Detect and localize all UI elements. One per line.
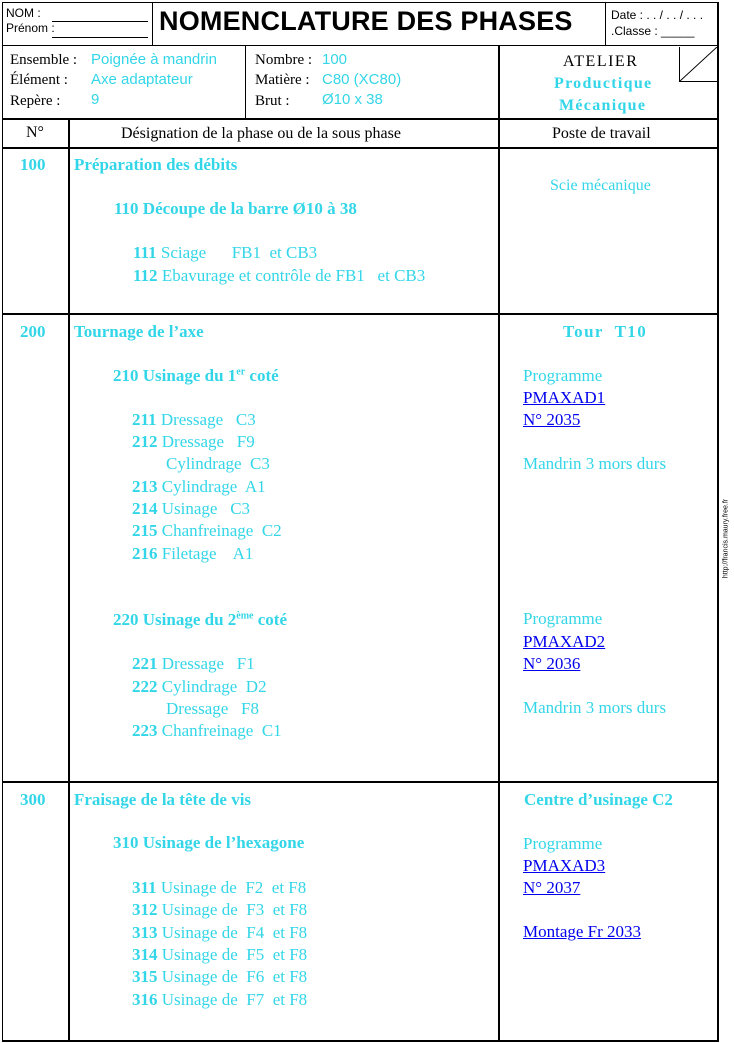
matiere-value: C80 (XC80) [322, 71, 402, 88]
element-label: Élément : [10, 72, 68, 88]
program-3-link[interactable]: PMAXAD3 [523, 856, 606, 875]
prenom-label: Prénom : [6, 21, 55, 35]
op-316-text: Usinage de F7 et F8 [161, 990, 308, 1009]
element-value: Axe adaptateur [91, 71, 193, 88]
op-212 [132, 432, 255, 452]
op-221 [132, 654, 255, 674]
atelier-line1: Productique [554, 75, 653, 92]
op-215-text: Chanfreinage C2 [161, 521, 282, 540]
op-311 [132, 878, 306, 898]
subphase-210 [113, 366, 279, 386]
op-316 [132, 990, 307, 1010]
phase-200-poste: Tour T10 [563, 322, 648, 341]
op-212-text: Dressage F9 [161, 432, 255, 451]
atelier-title: ATELIER [563, 53, 639, 70]
phase-200-title: Tournage de l’axe [74, 322, 204, 341]
subphase-210-sup: er [236, 366, 246, 378]
op-213-num: 213 [132, 477, 158, 496]
mandrin-2: Mandrin 3 mors durs [523, 698, 667, 717]
op-314-text: Usinage de F5 et F8 [161, 945, 308, 964]
subphase-110: 110 Découpe de la barre Ø10 à 38 [114, 199, 357, 218]
op-313-num: 313 [132, 923, 158, 942]
page-title: NOMENCLATURE DES PHASES [159, 6, 573, 36]
subphase-210-post: coté [245, 366, 279, 385]
op-311-text: Usinage de F2 et F8 [160, 878, 307, 897]
op-211 [132, 410, 256, 430]
op-213-text: Cylindrage A1 [161, 477, 266, 496]
program-1-link[interactable]: PMAXAD1 [523, 388, 606, 407]
op-111-text: Sciage FB1 et CB3 [160, 243, 318, 262]
mandrin-1: Mandrin 3 mors durs [523, 454, 667, 473]
column-header-poste: Poste de travail [552, 125, 651, 142]
program-1-label: Programme [523, 366, 603, 385]
phase-300-num: 300 [20, 790, 46, 809]
op-213 [132, 477, 266, 497]
program-2-label: Programme [523, 609, 603, 628]
op-222b: Dressage F8 [166, 699, 260, 718]
nombre-value: 100 [322, 51, 348, 68]
program-2-link[interactable]: PMAXAD2 [523, 632, 606, 651]
program-1-number-link[interactable]: N° 2035 [523, 410, 581, 429]
op-111-num: 111 [133, 243, 157, 262]
subphase-210-text: 210 Usinage du 1 [113, 366, 237, 385]
op-312-text: Usinage de F3 et F8 [161, 900, 308, 919]
repere-value: 9 [91, 91, 100, 108]
brut-value: Ø10 x 38 [322, 91, 383, 108]
subphase-220 [113, 610, 287, 630]
op-222-num: 222 [132, 677, 158, 696]
op-223-num: 223 [132, 721, 158, 740]
op-222-text: Cylindrage D2 [161, 677, 267, 696]
phase-100-num: 100 [20, 155, 46, 174]
subphase-310: 310 Usinage de l’hexagone [113, 833, 305, 852]
matiere-label: Matière : [255, 72, 310, 88]
op-112 [133, 266, 425, 286]
montage-link[interactable]: Montage Fr 2033 [523, 922, 642, 941]
op-313-text: Usinage de F4 et F8 [161, 923, 308, 942]
op-215 [132, 521, 282, 541]
phase-300-title: Fraisage de la tête de vis [74, 790, 252, 809]
op-314 [132, 945, 307, 965]
op-212-num: 212 [132, 432, 158, 451]
op-221-text: Dressage F1 [161, 654, 255, 673]
op-223 [132, 721, 282, 741]
op-314-num: 314 [132, 945, 158, 964]
nom-label: NOM : [6, 6, 41, 20]
program-2-number-link[interactable]: N° 2036 [523, 654, 581, 673]
classe-label: .Classe : _____ [611, 24, 695, 38]
op-211-text: Dressage C3 [160, 410, 256, 429]
op-312 [132, 900, 307, 920]
op-316-num: 316 [132, 990, 158, 1009]
op-315-num: 315 [132, 967, 158, 986]
op-111 [133, 243, 317, 263]
op-112-text: Ebavurage et contrôle de FB1 et CB3 [161, 266, 426, 285]
op-215-num: 215 [132, 521, 158, 540]
date-label: Date : . . / . . / . . . [611, 8, 704, 22]
op-112-num: 112 [133, 266, 158, 285]
diagonal-logo-icon [680, 47, 717, 81]
program-3-number-link[interactable]: N° 2037 [523, 878, 581, 897]
op-216-num: 216 [132, 544, 158, 563]
column-header-designation: Désignation de la phase ou de la sous phase [121, 125, 401, 142]
program-3-label: Programme [523, 834, 603, 853]
op-216 [132, 544, 253, 564]
op-214-num: 214 [132, 499, 158, 518]
op-311-num: 311 [132, 878, 157, 897]
column-header-num: N° [26, 124, 44, 141]
subphase-220-post: coté [253, 610, 288, 629]
op-312-num: 312 [132, 900, 158, 919]
phase-100-poste: Scie mécanique [550, 177, 651, 194]
op-223-text: Chanfreinage C1 [161, 721, 282, 740]
phase-200-num: 200 [20, 322, 46, 341]
op-214 [132, 499, 250, 519]
phase-300-poste: Centre d’usinage C2 [524, 790, 673, 809]
op-211-num: 211 [132, 410, 157, 429]
op-315-text: Usinage de F6 et F8 [161, 967, 308, 986]
nombre-label: Nombre : [255, 52, 313, 68]
op-315 [132, 967, 307, 987]
op-222 [132, 677, 267, 697]
ensemble-value: Poignée à mandrin [91, 51, 217, 68]
side-url: http://francis.maury.free.fr [722, 498, 730, 579]
brut-label: Brut : [255, 93, 290, 109]
phase-100-title: Préparation des débits [74, 155, 238, 174]
op-214-text: Usinage C3 [161, 499, 251, 518]
atelier-line2: Mécanique [559, 97, 647, 114]
repere-label: Repère : [10, 93, 61, 109]
op-216-text: Filetage A1 [161, 544, 254, 563]
ensemble-label: Ensemble : [10, 52, 78, 68]
subphase-220-sup: ème [236, 610, 254, 622]
op-212b: Cylindrage C3 [166, 454, 270, 473]
op-221-num: 221 [132, 654, 158, 673]
op-313 [132, 923, 307, 943]
subphase-220-text: 220 Usinage du 2 [113, 610, 237, 629]
